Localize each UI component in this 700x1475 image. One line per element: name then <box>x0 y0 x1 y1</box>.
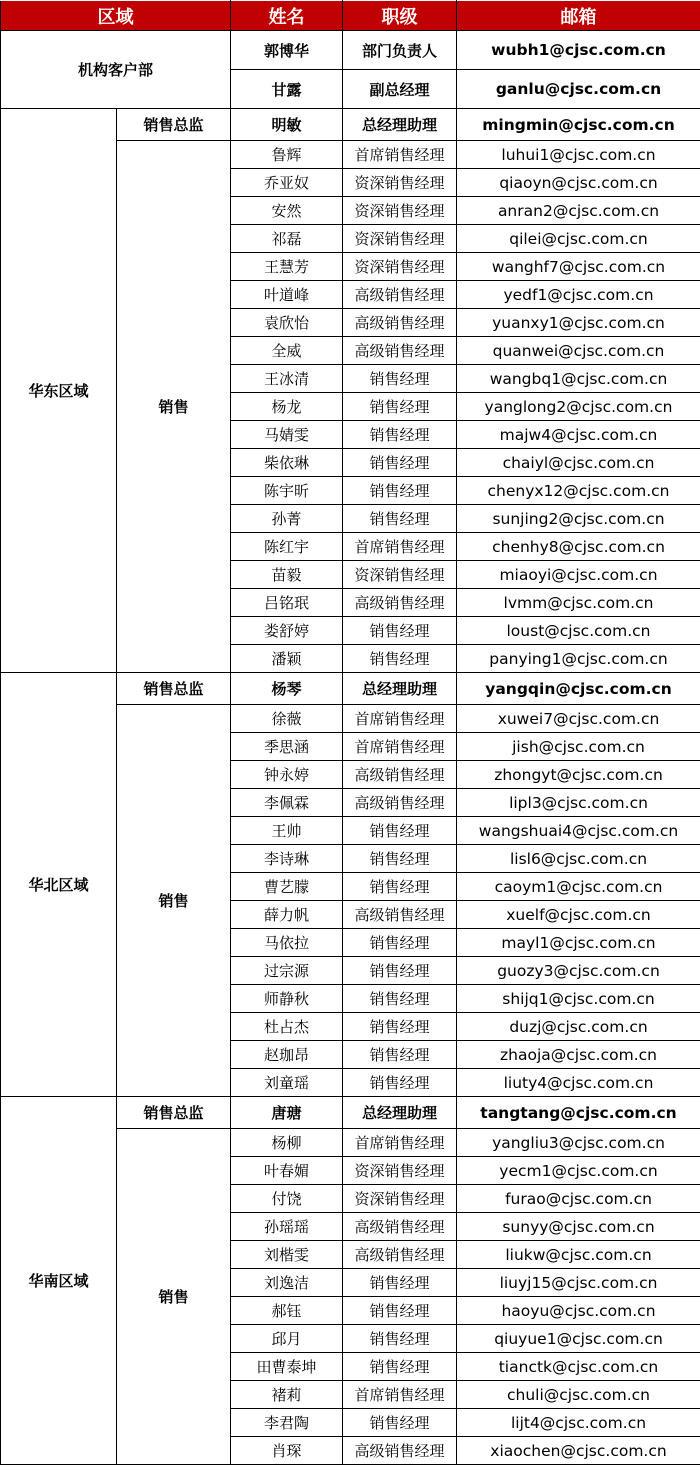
sales-rank: 高级销售经理 <box>343 589 457 617</box>
sales-rank: 首席销售经理 <box>343 733 457 761</box>
sales-rank: 销售经理 <box>343 1069 457 1097</box>
director-row <box>1 1097 700 1129</box>
sales-rank: 高级销售经理 <box>343 789 457 817</box>
director-row <box>1 109 700 141</box>
sales-rank: 销售经理 <box>343 393 457 421</box>
sales-email: lipl3@cjsc.com.cn <box>457 789 700 817</box>
sales-rank: 资深销售经理 <box>343 561 457 589</box>
sales-name: 孙瑶瑶 <box>231 1213 343 1241</box>
sales-name: 陈宇昕 <box>231 477 343 505</box>
sales-email: yecm1@cjsc.com.cn <box>457 1157 700 1185</box>
sales-email: yuanxy1@cjsc.com.cn <box>457 309 700 337</box>
sales-rank: 销售经理 <box>343 1353 457 1381</box>
sales-email: duzj@cjsc.com.cn <box>457 1013 700 1041</box>
sales-name: 鲁辉 <box>231 141 343 169</box>
director-email: mingmin@cjsc.com.cn <box>457 109 700 141</box>
sales-email: yedf1@cjsc.com.cn <box>457 281 700 309</box>
sales-email: guozy3@cjsc.com.cn <box>457 957 700 985</box>
sales-email: furao@cjsc.com.cn <box>457 1185 700 1213</box>
sales-name: 叶春媚 <box>231 1157 343 1185</box>
sales-rank: 高级销售经理 <box>343 901 457 929</box>
sales-rank: 销售经理 <box>343 477 457 505</box>
sales-name: 肖琛 <box>231 1437 343 1465</box>
sales-rank: 销售经理 <box>343 845 457 873</box>
member-name: 郭博华 <box>231 31 343 70</box>
table-body <box>1 31 700 1465</box>
sales-email: lisl6@cjsc.com.cn <box>457 845 700 873</box>
sales-email: liuty4@cjsc.com.cn <box>457 1069 700 1097</box>
sales-rank: 销售经理 <box>343 1013 457 1041</box>
sales-email: liuyj15@cjsc.com.cn <box>457 1269 700 1297</box>
sales-rank: 资深销售经理 <box>343 197 457 225</box>
sales-name: 杨龙 <box>231 393 343 421</box>
sales-name: 乔亚奴 <box>231 169 343 197</box>
sales-name: 叶道峰 <box>231 281 343 309</box>
sales-name: 刘逸洁 <box>231 1269 343 1297</box>
sales-email: jish@cjsc.com.cn <box>457 733 700 761</box>
sales-rank: 首席销售经理 <box>343 1381 457 1409</box>
sales-name: 师静秋 <box>231 985 343 1013</box>
sales-email: wangbq1@cjsc.com.cn <box>457 365 700 393</box>
sales-name: 孙菁 <box>231 505 343 533</box>
sales-email: qilei@cjsc.com.cn <box>457 225 700 253</box>
sales-name: 王慧芳 <box>231 253 343 281</box>
sales-rank: 销售经理 <box>343 645 457 673</box>
sales-name: 安然 <box>231 197 343 225</box>
sales-name: 杨柳 <box>231 1129 343 1157</box>
director-email: yangqin@cjsc.com.cn <box>457 673 700 705</box>
member-email: ganlu@cjsc.com.cn <box>457 70 700 109</box>
sales-email: xuwei7@cjsc.com.cn <box>457 705 700 733</box>
member-rank: 副总经理 <box>343 70 457 109</box>
sales-email: yangliu3@cjsc.com.cn <box>457 1129 700 1157</box>
sales-email: lijt4@cjsc.com.cn <box>457 1409 700 1437</box>
sales-email: shijq1@cjsc.com.cn <box>457 985 700 1013</box>
sales-name: 郝钰 <box>231 1297 343 1325</box>
sales-email: zhongyt@cjsc.com.cn <box>457 761 700 789</box>
director-label: 销售总监 <box>117 1097 231 1129</box>
sales-name: 过宗源 <box>231 957 343 985</box>
sales-name: 季思涵 <box>231 733 343 761</box>
sales-rank: 销售经理 <box>343 1041 457 1069</box>
sales-name: 李佩霖 <box>231 789 343 817</box>
sales-rank: 销售经理 <box>343 873 457 901</box>
sales-name: 杜占杰 <box>231 1013 343 1041</box>
sales-label: 销售 <box>117 141 231 673</box>
sales-rank: 销售经理 <box>343 817 457 845</box>
sales-name: 邱月 <box>231 1325 343 1353</box>
sales-name: 潘颖 <box>231 645 343 673</box>
region-name: 华北区域 <box>1 673 117 1097</box>
sales-email: wangshuai4@cjsc.com.cn <box>457 817 700 845</box>
sales-email: quanwei@cjsc.com.cn <box>457 337 700 365</box>
sales-rank: 高级销售经理 <box>343 337 457 365</box>
sales-email: xuelf@cjsc.com.cn <box>457 901 700 929</box>
sales-rank: 首席销售经理 <box>343 1129 457 1157</box>
sales-rank: 高级销售经理 <box>343 1437 457 1465</box>
sales-email: sunyy@cjsc.com.cn <box>457 1213 700 1241</box>
sales-name: 柴依琳 <box>231 449 343 477</box>
sales-email: luhui1@cjsc.com.cn <box>457 141 700 169</box>
sales-email: qiuyue1@cjsc.com.cn <box>457 1325 700 1353</box>
sales-name: 薛力帆 <box>231 901 343 929</box>
sales-name: 袁欣怡 <box>231 309 343 337</box>
sales-name: 田曹泰坤 <box>231 1353 343 1381</box>
sales-email: yanglong2@cjsc.com.cn <box>457 393 700 421</box>
dept-name: 机构客户部 <box>1 31 231 109</box>
sales-rank: 资深销售经理 <box>343 225 457 253</box>
sales-email: caoym1@cjsc.com.cn <box>457 873 700 901</box>
member-name: 甘露 <box>231 70 343 109</box>
sales-email: qiaoyn@cjsc.com.cn <box>457 169 700 197</box>
sales-email: loust@cjsc.com.cn <box>457 617 700 645</box>
sales-email: majw4@cjsc.com.cn <box>457 421 700 449</box>
sales-email: chenhy8@cjsc.com.cn <box>457 533 700 561</box>
sales-name: 曹艺朦 <box>231 873 343 901</box>
region-name: 华南区域 <box>1 1097 117 1465</box>
sales-name: 徐薇 <box>231 705 343 733</box>
sales-email: liukw@cjsc.com.cn <box>457 1241 700 1269</box>
director-label: 销售总监 <box>117 673 231 705</box>
sales-email: wanghf7@cjsc.com.cn <box>457 253 700 281</box>
dept-row <box>1 31 700 70</box>
sales-name: 付饶 <box>231 1185 343 1213</box>
sales-rank: 高级销售经理 <box>343 1241 457 1269</box>
sales-email: miaoyi@cjsc.com.cn <box>457 561 700 589</box>
sales-rank: 高级销售经理 <box>343 1213 457 1241</box>
sales-rank: 高级销售经理 <box>343 309 457 337</box>
sales-email: chenyx12@cjsc.com.cn <box>457 477 700 505</box>
director-name: 明敏 <box>231 109 343 141</box>
sales-email: haoyu@cjsc.com.cn <box>457 1297 700 1325</box>
sales-name: 吕铭珉 <box>231 589 343 617</box>
sales-name: 苗毅 <box>231 561 343 589</box>
director-row <box>1 673 700 705</box>
sales-email: sunjing2@cjsc.com.cn <box>457 505 700 533</box>
member-email: wubh1@cjsc.com.cn <box>457 31 700 70</box>
sales-rank: 销售经理 <box>343 929 457 957</box>
sales-label: 销售 <box>117 705 231 1097</box>
sales-name: 褚莉 <box>231 1381 343 1409</box>
header-name: 姓名 <box>231 1 343 31</box>
director-name: 唐瑭 <box>231 1097 343 1129</box>
sales-name: 李诗琳 <box>231 845 343 873</box>
sales-name: 全威 <box>231 337 343 365</box>
sales-name: 刘童瑶 <box>231 1069 343 1097</box>
sales-rank: 销售经理 <box>343 1325 457 1353</box>
sales-rank: 高级销售经理 <box>343 281 457 309</box>
header-rank: 职级 <box>343 1 457 31</box>
sales-rank: 资深销售经理 <box>343 169 457 197</box>
sales-email: chuli@cjsc.com.cn <box>457 1381 700 1409</box>
sales-rank: 首席销售经理 <box>343 533 457 561</box>
sales-name: 刘楷雯 <box>231 1241 343 1269</box>
sales-name: 赵珈昂 <box>231 1041 343 1069</box>
sales-name: 马依拉 <box>231 929 343 957</box>
sales-email: chaiyl@cjsc.com.cn <box>457 449 700 477</box>
sales-email: tianctk@cjsc.com.cn <box>457 1353 700 1381</box>
sales-name: 马婧雯 <box>231 421 343 449</box>
director-name: 杨琴 <box>231 673 343 705</box>
sales-rank: 资深销售经理 <box>343 1185 457 1213</box>
sales-rank: 销售经理 <box>343 1409 457 1437</box>
sales-rank: 销售经理 <box>343 365 457 393</box>
sales-label: 销售 <box>117 1129 231 1465</box>
sales-name: 陈红宇 <box>231 533 343 561</box>
sales-name: 李君陶 <box>231 1409 343 1437</box>
header-row <box>1 1 700 31</box>
director-rank: 总经理助理 <box>343 673 457 705</box>
sales-rank: 首席销售经理 <box>343 141 457 169</box>
director-email: tangtang@cjsc.com.cn <box>457 1097 700 1129</box>
sales-email: xiaochen@cjsc.com.cn <box>457 1437 700 1465</box>
sales-email: panying1@cjsc.com.cn <box>457 645 700 673</box>
sales-name: 钟永婷 <box>231 761 343 789</box>
header-region: 区域 <box>1 1 231 31</box>
sales-rank: 资深销售经理 <box>343 1157 457 1185</box>
header-email: 邮箱 <box>457 1 700 31</box>
sales-email: lvmm@cjsc.com.cn <box>457 589 700 617</box>
sales-rank: 销售经理 <box>343 985 457 1013</box>
sales-rank: 销售经理 <box>343 957 457 985</box>
sales-name: 祁磊 <box>231 225 343 253</box>
sales-rank: 首席销售经理 <box>343 705 457 733</box>
sales-rank: 销售经理 <box>343 421 457 449</box>
sales-rank: 销售经理 <box>343 449 457 477</box>
sales-name: 娄舒婷 <box>231 617 343 645</box>
sales-rank: 资深销售经理 <box>343 253 457 281</box>
sales-name: 王冰清 <box>231 365 343 393</box>
sales-name: 王帅 <box>231 817 343 845</box>
director-label: 销售总监 <box>117 109 231 141</box>
sales-rank: 销售经理 <box>343 617 457 645</box>
sales-rank: 销售经理 <box>343 1297 457 1325</box>
sales-email: anran2@cjsc.com.cn <box>457 197 700 225</box>
member-rank: 部门负责人 <box>343 31 457 70</box>
sales-email: mayl1@cjsc.com.cn <box>457 929 700 957</box>
region-name: 华东区域 <box>1 109 117 673</box>
director-rank: 总经理助理 <box>343 1097 457 1129</box>
sales-rank: 高级销售经理 <box>343 761 457 789</box>
director-rank: 总经理助理 <box>343 109 457 141</box>
sales-rank: 销售经理 <box>343 505 457 533</box>
sales-email: zhaoja@cjsc.com.cn <box>457 1041 700 1069</box>
sales-rank: 销售经理 <box>343 1269 457 1297</box>
